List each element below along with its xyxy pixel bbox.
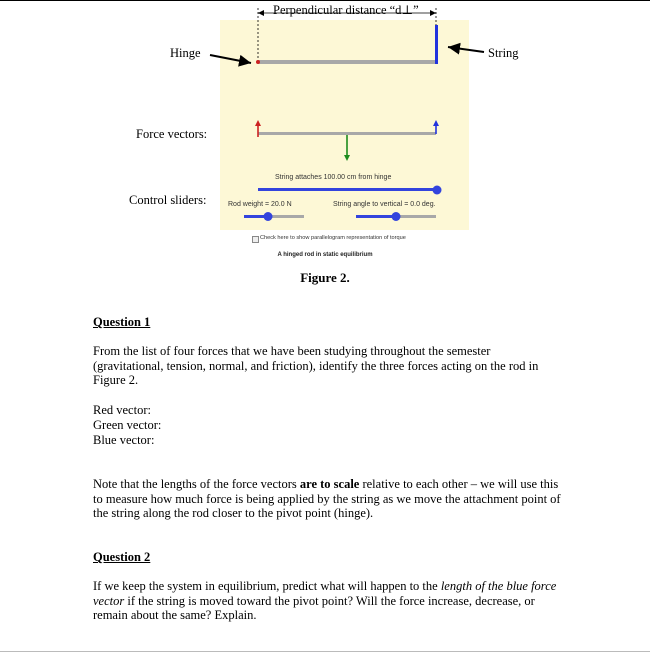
scale-note [93,477,563,521]
hinge-pointer-arrow [210,55,251,63]
red-vector-prompt: Red vector: [93,403,151,417]
checkbox-label: Check here to show parallelogram representation of torque [260,235,406,241]
parallelogram-checkbox[interactable] [252,236,259,243]
rod-weight-slider[interactable] [244,212,304,221]
blue-vector [433,120,439,134]
force-rod [258,132,436,135]
rod [258,60,436,64]
attach-slider[interactable] [258,186,442,195]
figure-caption: Figure 2. [300,270,350,285]
note-emphasis: are to scale [299,477,360,491]
question-2-heading: Question 2 [93,550,151,564]
green-vector-prompt: Green vector: [93,418,162,432]
control-sliders-label: Control sliders: [129,193,207,207]
simulation-title: A hinged rod in static equilibrium [277,252,373,258]
green-vector [344,135,350,161]
blue-vector-prompt: Blue vector: [93,433,155,447]
perpendicular-distance-label: Perpendicular distance “d⊥” [273,3,419,17]
string-angle-label: String angle to vertical = 0.0 deg. [333,201,436,208]
q2-text-end: if the string is moved toward the pivot point? Will the force increase, decrease, or remain about the same? Explain. [93,593,535,622]
question-2-body [93,579,563,623]
string [435,25,438,64]
question-1-body: From the list of four forces that we have been studying throughout the semester (gravitational, tension, normal, and friction), identify the three forces acting on the rod in Figure 2. [93,344,539,387]
q2-emphasis: length of the blue force vector [93,579,557,608]
note-text-end: relative to each other – we will use this to measure how much force is being applied by the string as we move the attachment point of the string along the rod closer to the pivot point (hinge). [93,477,561,520]
string-pointer-arrow [448,47,484,52]
attach-slider-label: String attaches 100.00 cm from hinge [275,174,392,181]
force-vectors-label: Force vectors: [136,127,208,141]
hinge-point [256,60,260,64]
perp-right-arrowhead [430,10,436,16]
hinge-label: Hinge [170,46,201,60]
note-text: Note that the lengths of the force vectors [93,477,300,491]
q2-text: If we keep the system in equilibrium, predict what will happen to the [93,579,441,593]
string-angle-slider[interactable] [356,212,436,221]
question-1-heading: Question 1 [93,315,151,329]
perp-left-arrowhead [258,10,264,16]
string-label: String [488,46,519,60]
bottom-border [0,651,650,652]
rod-weight-label: Rod weight = 20.0 N [228,201,292,208]
